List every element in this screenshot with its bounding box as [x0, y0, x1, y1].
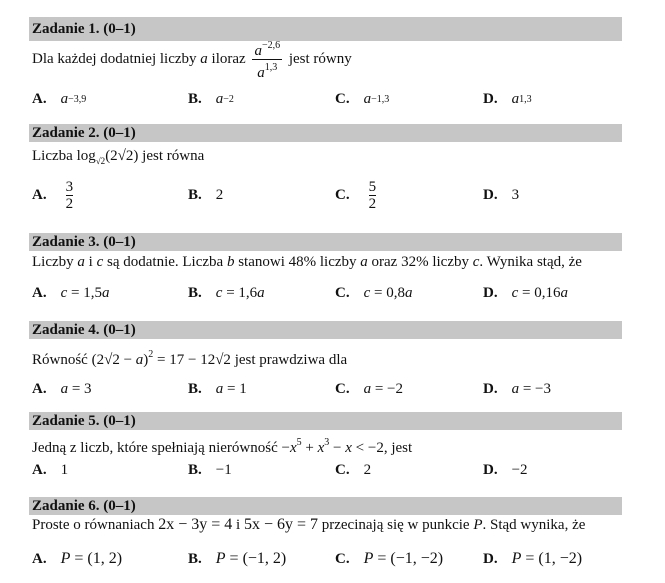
- fraction: [64, 179, 76, 212]
- var: c: [96, 254, 104, 270]
- equation: 2x − 3y = 4: [158, 516, 233, 533]
- task-1-header: Zadanie 1. (0–1): [29, 17, 622, 41]
- answer-b[interactable]: [188, 455, 232, 485]
- answer-a[interactable]: [32, 84, 86, 114]
- text: . Stąd wynika, że: [482, 517, 586, 533]
- value: −2: [511, 461, 528, 478]
- var: b: [226, 254, 235, 270]
- text: jest równy: [288, 50, 352, 67]
- label: B.: [188, 90, 202, 107]
- label: B.: [188, 284, 202, 301]
- label: D.: [483, 461, 498, 478]
- fraction: [367, 179, 379, 212]
- answer-c[interactable]: [335, 278, 412, 308]
- expr: (2√2 −: [91, 352, 136, 368]
- value: = (−1, −2): [373, 550, 444, 567]
- value: = 1,5: [67, 284, 102, 301]
- denominator: 2: [65, 195, 74, 212]
- text: przecinają się w punkcie: [321, 517, 470, 533]
- var: a: [101, 284, 110, 301]
- label: B.: [188, 461, 202, 478]
- var: a: [215, 90, 224, 107]
- var: a: [215, 380, 224, 397]
- task-5-header: Zadanie 5. (0–1): [29, 412, 622, 430]
- expr: = 17 − 12√2: [153, 352, 231, 368]
- var: P: [511, 550, 522, 567]
- label: C.: [335, 284, 350, 301]
- var: a: [560, 284, 568, 301]
- answer-b[interactable]: [188, 544, 286, 574]
- var: P: [60, 550, 71, 567]
- task-6-question: [32, 516, 585, 534]
- answer-b[interactable]: [188, 374, 247, 404]
- task-5-question: [32, 434, 412, 457]
- value: = (1, 2): [70, 550, 123, 567]
- value: = (−1, 2): [225, 550, 287, 567]
- value: = −2: [371, 380, 404, 397]
- text: stanowi 48% liczby: [238, 254, 357, 270]
- task-6-answers: [0, 544, 665, 574]
- answer-a[interactable]: [32, 180, 78, 210]
- text: Proste o równaniach: [32, 517, 155, 533]
- label: C.: [335, 90, 350, 107]
- answer-c[interactable]: [335, 84, 389, 114]
- task-5-answers: [0, 455, 665, 485]
- expr: ): [143, 352, 149, 368]
- answer-b[interactable]: [188, 84, 234, 114]
- var: x: [317, 440, 325, 456]
- var: a: [404, 284, 413, 301]
- answer-a[interactable]: [32, 544, 122, 574]
- label: C.: [335, 186, 350, 203]
- task-3-answers: [0, 278, 665, 308]
- answer-a[interactable]: [32, 374, 92, 404]
- exp: −3,9: [68, 93, 87, 105]
- answer-d[interactable]: [483, 180, 519, 210]
- var: c: [363, 284, 371, 301]
- var: a: [60, 90, 69, 107]
- var: a: [200, 50, 208, 67]
- task-3-question: [32, 253, 582, 271]
- task-2-header: Zadanie 2. (0–1): [29, 124, 622, 142]
- value: 2: [363, 461, 372, 478]
- task-1-answers: [0, 84, 665, 114]
- var: a: [511, 380, 520, 397]
- text: Liczby: [32, 254, 74, 270]
- label: D.: [483, 90, 498, 107]
- text: jest równa: [142, 148, 205, 164]
- text: iloraz: [211, 50, 246, 67]
- var: c: [472, 254, 480, 270]
- task-4-header: Zadanie 4. (0–1): [29, 321, 622, 339]
- label: A.: [32, 461, 47, 478]
- log-argument: (2√2): [105, 148, 139, 164]
- text: Jedną z liczb, które spełniają nierówność: [32, 440, 278, 456]
- value: = (1, −2): [521, 550, 583, 567]
- fraction: [252, 38, 282, 81]
- equation: 5x − 6y = 7: [243, 516, 318, 533]
- var: a: [511, 90, 520, 107]
- answer-d[interactable]: [483, 84, 532, 114]
- exp: −2: [223, 93, 234, 105]
- var: a: [257, 284, 265, 301]
- label: A.: [32, 550, 47, 567]
- var: P: [215, 550, 226, 567]
- value: = 3: [68, 380, 92, 397]
- value: = 1: [223, 380, 247, 397]
- value: 1: [60, 461, 69, 478]
- var: c: [60, 284, 68, 301]
- label: A.: [32, 380, 47, 397]
- task-4-question: [32, 346, 347, 369]
- label: A.: [32, 186, 47, 203]
- var: a: [257, 65, 265, 81]
- exp: −2,6: [261, 40, 281, 51]
- var: a: [363, 380, 372, 397]
- log: log: [76, 148, 96, 164]
- value: 2: [215, 186, 224, 203]
- var: a: [60, 380, 69, 397]
- value: −1: [215, 461, 232, 478]
- value: = 0,16: [518, 284, 561, 301]
- label: D.: [483, 380, 498, 397]
- label: A.: [32, 284, 47, 301]
- expr: −: [281, 440, 290, 456]
- answer-c[interactable]: [335, 180, 381, 210]
- exp: 1,3: [519, 93, 532, 105]
- var: a: [77, 254, 85, 270]
- text: oraz 32% liczby: [371, 254, 469, 270]
- label: D.: [483, 550, 498, 567]
- value: = −3: [519, 380, 552, 397]
- text: i: [236, 517, 241, 533]
- exp: 3: [324, 437, 330, 448]
- text: . Wynika stąd, że: [479, 254, 582, 270]
- label: C.: [335, 550, 350, 567]
- answer-d[interactable]: [483, 374, 551, 404]
- log-base: √2: [95, 156, 106, 166]
- expr: +: [301, 440, 318, 456]
- text: Dla każdej dodatniej liczby: [32, 50, 197, 67]
- answer-c[interactable]: [335, 455, 371, 485]
- label: A.: [32, 90, 47, 107]
- text: i: [88, 254, 93, 270]
- var: a: [360, 254, 368, 270]
- label: D.: [483, 284, 498, 301]
- answer-c[interactable]: [335, 544, 443, 574]
- value: 3: [511, 186, 520, 203]
- numerator: 3: [65, 178, 74, 195]
- label: C.: [335, 461, 350, 478]
- task-6-header: Zadanie 6. (0–1): [29, 497, 622, 515]
- text: Równość: [32, 352, 88, 368]
- var: x: [289, 440, 297, 456]
- expr: < −2: [351, 440, 384, 456]
- text: jest prawdziwa dla: [234, 352, 348, 368]
- label: B.: [188, 186, 202, 203]
- answer-b[interactable]: [188, 278, 265, 308]
- label: D.: [483, 186, 498, 203]
- value: = 1,6: [222, 284, 258, 301]
- value: = 0,8: [370, 284, 405, 301]
- task-1-question: [32, 38, 352, 81]
- var: c: [215, 284, 223, 301]
- expr: −: [329, 440, 346, 456]
- denominator: 2: [368, 195, 377, 212]
- answer-c[interactable]: [335, 374, 403, 404]
- exp: −1,3: [371, 93, 390, 105]
- exp: 2: [148, 349, 154, 360]
- var: a: [135, 352, 144, 368]
- task-4-answers: [0, 374, 665, 404]
- numerator: 5: [368, 178, 377, 195]
- var: a: [363, 90, 372, 107]
- exp: 5: [296, 437, 302, 448]
- var: P: [363, 550, 374, 567]
- answer-d[interactable]: [483, 278, 568, 308]
- answer-b[interactable]: [188, 180, 223, 210]
- label: B.: [188, 380, 202, 397]
- label: B.: [188, 550, 202, 567]
- task-3-header: Zadanie 3. (0–1): [29, 233, 622, 251]
- text: Liczba: [32, 148, 73, 164]
- var: c: [511, 284, 519, 301]
- answer-a[interactable]: [32, 278, 109, 308]
- var: P: [473, 517, 483, 533]
- text: , jest: [383, 440, 413, 456]
- var: a: [254, 43, 262, 59]
- task-2-question: [32, 147, 204, 170]
- task-2-answers: [0, 180, 665, 210]
- answer-a[interactable]: [32, 455, 68, 485]
- label: C.: [335, 380, 350, 397]
- answer-d[interactable]: [483, 544, 582, 574]
- text: są dodatnie. Liczba: [107, 254, 224, 270]
- var: x: [345, 440, 352, 456]
- answer-d[interactable]: [483, 455, 528, 485]
- exp: 1,3: [264, 62, 278, 73]
